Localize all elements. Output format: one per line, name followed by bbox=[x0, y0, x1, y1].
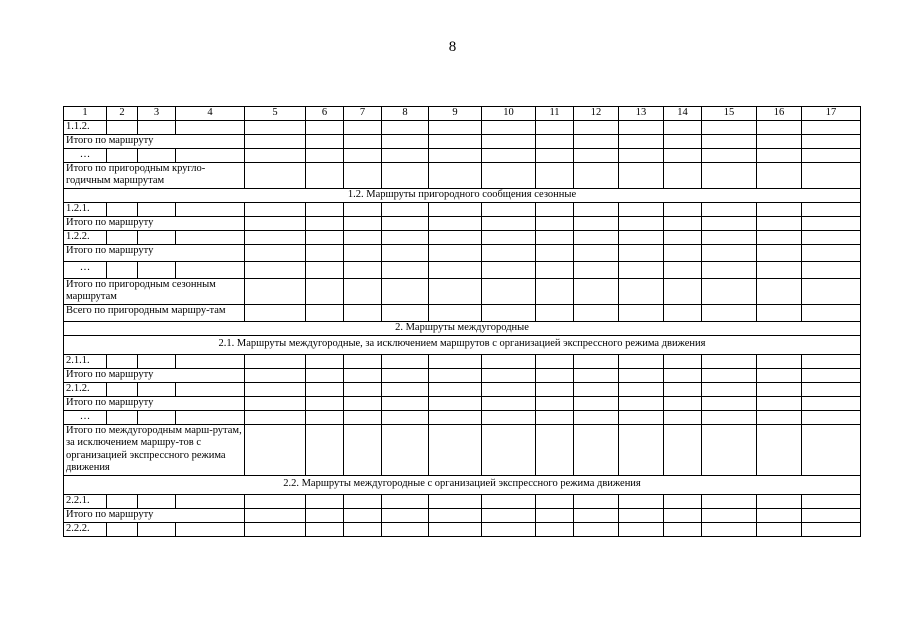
row-number: 2.2.1. bbox=[64, 494, 107, 508]
table-row bbox=[64, 202, 861, 216]
section-title: 2.1. Маршруты междугородные, за исключением маршрутов с организацией экспрессного режима движения bbox=[64, 335, 861, 354]
row-label: Итого по междугородным марш-рутам, за исключением маршру-тов с организацией экспресcного режима движения bbox=[64, 424, 245, 475]
table-row bbox=[64, 410, 861, 424]
row-ellipsis: … bbox=[64, 261, 107, 278]
row-label: Итого по маршруту bbox=[64, 368, 245, 382]
row-number: 1.2.1. bbox=[64, 202, 107, 216]
row-label: Итого по маршруту bbox=[64, 396, 245, 410]
table-row bbox=[64, 278, 861, 304]
row-label: Итого по маршруту bbox=[64, 134, 245, 148]
row-ellipsis: … bbox=[64, 410, 107, 424]
col-header: 3 bbox=[138, 107, 176, 121]
table-row bbox=[64, 368, 861, 382]
table-row bbox=[64, 120, 861, 134]
table-row bbox=[64, 216, 861, 230]
col-header: 2 bbox=[107, 107, 138, 121]
table-row bbox=[64, 304, 861, 321]
section-title: 1.2. Маршруты пригородного сообщения сезонные bbox=[64, 188, 861, 202]
table-row bbox=[64, 261, 861, 278]
row-label: Итого по пригородным кругло-годичным маршрутам bbox=[64, 162, 245, 188]
section-row bbox=[64, 335, 861, 354]
table-row bbox=[64, 382, 861, 396]
col-header: 6 bbox=[306, 107, 344, 121]
table-row bbox=[64, 162, 861, 188]
routes-table bbox=[63, 106, 861, 537]
row-ellipsis: … bbox=[64, 148, 107, 162]
table-row bbox=[64, 424, 861, 475]
table-row bbox=[64, 508, 861, 522]
col-header: 8 bbox=[382, 107, 429, 121]
col-header: 1 bbox=[64, 107, 107, 121]
row-label: Итого по маршруту bbox=[64, 508, 245, 522]
table-row bbox=[64, 354, 861, 368]
col-header: 5 bbox=[245, 107, 306, 121]
col-header: 4 bbox=[176, 107, 245, 121]
table-row bbox=[64, 494, 861, 508]
row-label: Итого по маршруту bbox=[64, 244, 245, 261]
row-number: 1.1.2. bbox=[64, 120, 107, 134]
col-header: 7 bbox=[344, 107, 382, 121]
section-row bbox=[64, 321, 861, 335]
row-number: 2.2.2. bbox=[64, 522, 107, 536]
table-row bbox=[64, 396, 861, 410]
table-row bbox=[64, 134, 861, 148]
row-number: 1.2.2. bbox=[64, 230, 107, 244]
table-row bbox=[64, 244, 861, 261]
section-title: 2.2. Маршруты междугородные с организацией экспрессного режима движения bbox=[64, 475, 861, 494]
col-header: 14 bbox=[664, 107, 702, 121]
col-header: 12 bbox=[574, 107, 619, 121]
col-header: 9 bbox=[429, 107, 482, 121]
section-title: 2. Маршруты междугородные bbox=[64, 321, 861, 335]
section-row bbox=[64, 188, 861, 202]
col-header: 16 bbox=[757, 107, 802, 121]
col-header: 10 bbox=[482, 107, 536, 121]
row-label: Всего по пригородным маршру-там bbox=[64, 304, 245, 321]
page-number: 8 bbox=[448, 39, 457, 55]
section-row bbox=[64, 475, 861, 494]
row-label: Итого по маршруту bbox=[64, 216, 245, 230]
col-header: 13 bbox=[619, 107, 664, 121]
col-header: 17 bbox=[802, 107, 861, 121]
row-number: 2.1.1. bbox=[64, 354, 107, 368]
row-number: 2.1.2. bbox=[64, 382, 107, 396]
col-header: 15 bbox=[702, 107, 757, 121]
header-row bbox=[64, 107, 861, 121]
table-row bbox=[64, 522, 861, 536]
table-row bbox=[64, 148, 861, 162]
table-row bbox=[64, 230, 861, 244]
col-header: 11 bbox=[536, 107, 574, 121]
row-label: Итого по пригородным сезонным маршрутам bbox=[64, 278, 245, 304]
